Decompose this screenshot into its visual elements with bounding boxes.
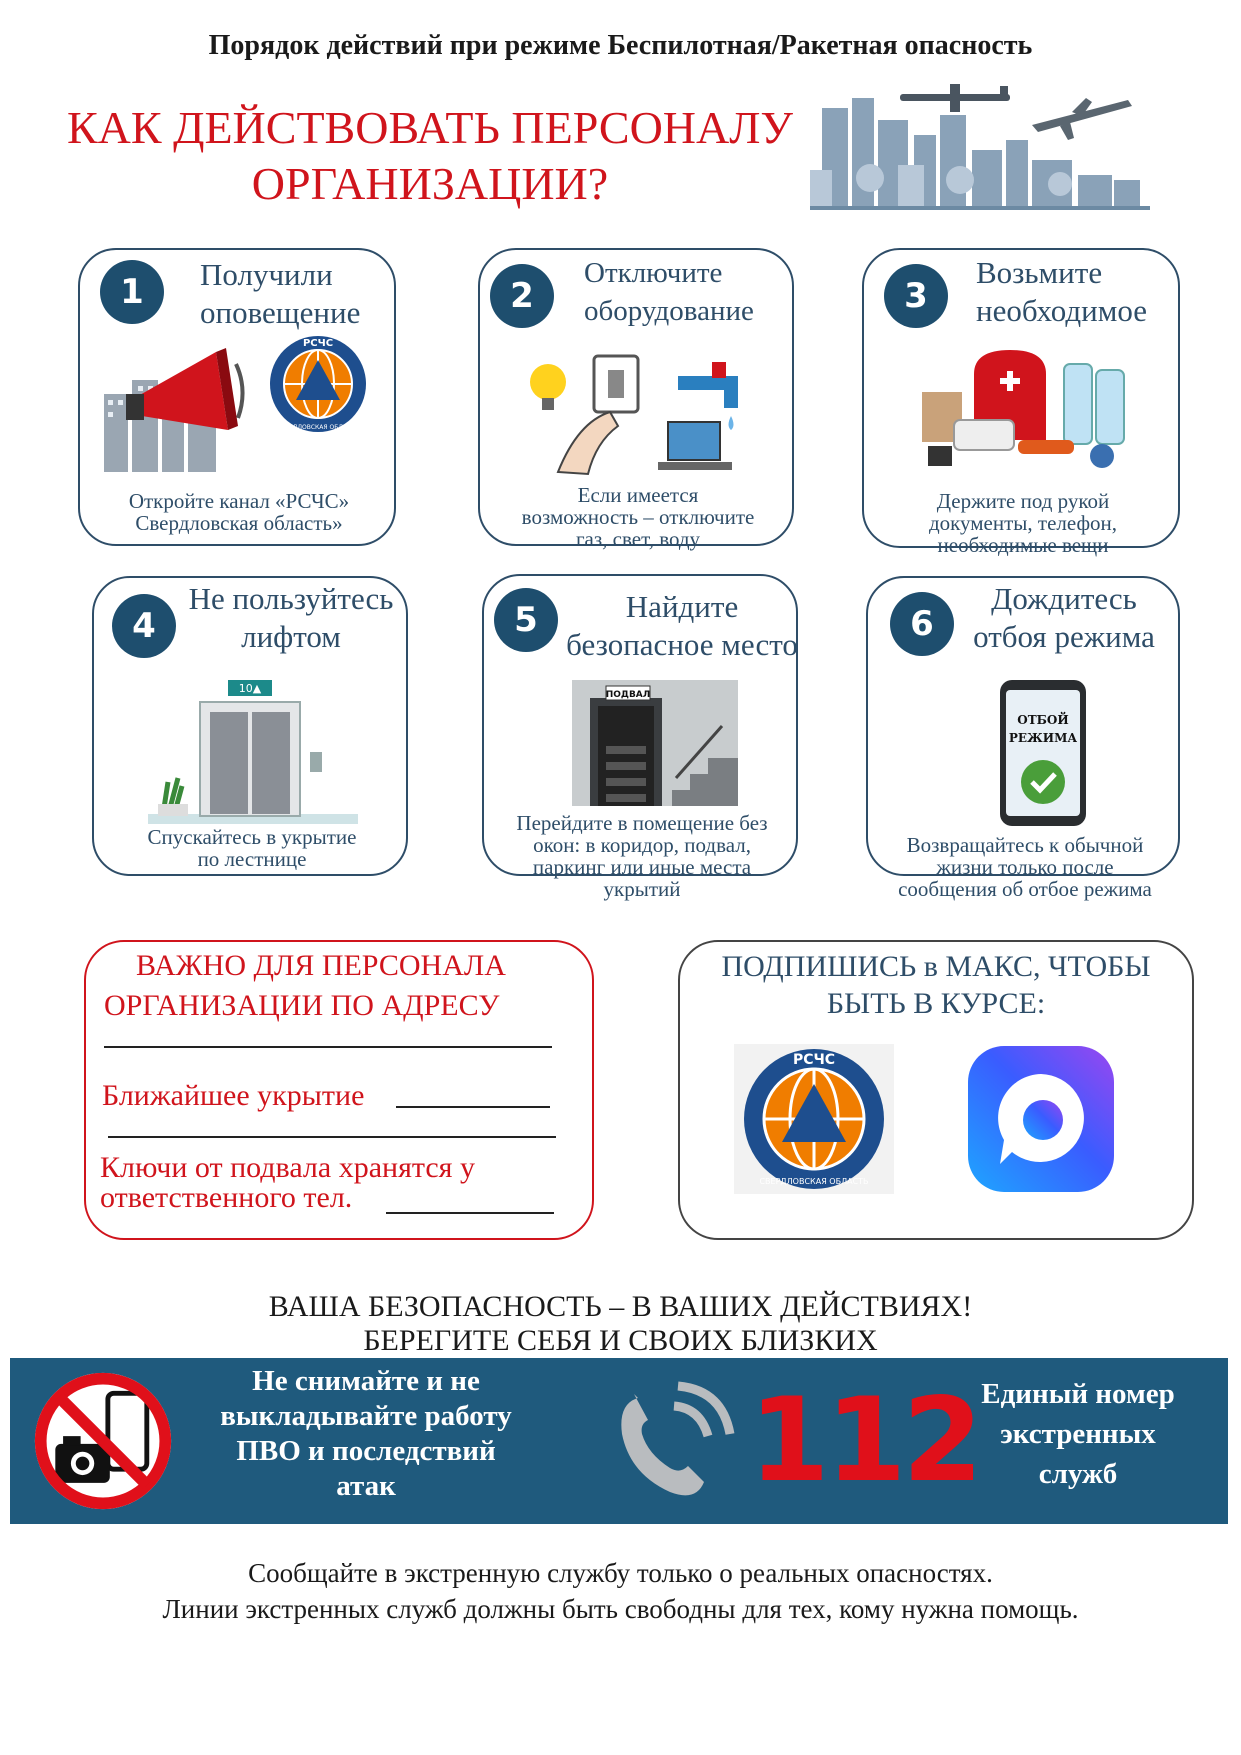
- emergency-number-label: Единый номер экстренных служб: [981, 1378, 1175, 1490]
- footer-note: Сообщайте в экстренную службу только о реальных опасностях. Линии экстренных служб должны быть свободны для тех, кому нужна помощь.: [162, 1558, 1079, 1624]
- emergency-kit-icon: [914, 344, 1144, 474]
- emergency-number-112[interactable]: 112: [748, 1373, 980, 1508]
- step-number-badge: 1: [100, 260, 164, 324]
- emblem-abbr-text: РСЧС: [302, 338, 334, 349]
- basement-shelter-icon: [572, 680, 738, 806]
- step-number-badge: 4: [112, 594, 176, 658]
- step-title: Получили оповещение: [200, 257, 361, 330]
- step-description: Если имеется возможность – отключите газ, свет, воду: [521, 483, 755, 551]
- loudspeaker-icon: [98, 334, 248, 474]
- step-card-1: [78, 248, 396, 546]
- document-top-title: Порядок действий при режиме Беспилотная/Ракетная опасность: [208, 30, 1033, 61]
- phone-text-line1: ОТБОЙ: [1017, 713, 1069, 727]
- step-title: Возьмите необходимое: [976, 255, 1147, 328]
- emblem-ring-text: СВЕРДЛОВСКАЯ ОБЛАСТЬ: [759, 1177, 869, 1186]
- subscribe-heading: ПОДПИШИСЬ в МАКС, ЧТОБЫ БЫТЬ В КУРСЕ:: [721, 950, 1151, 1020]
- step-description: Держите под рукой документы, телефон, необходимые вещи: [928, 489, 1118, 557]
- step-number-badge: 5: [494, 588, 558, 652]
- subscribe-box: [678, 940, 1194, 1240]
- no-filming-warning: Не снимайте и не выкладывайте работу ПВО и последствий атак: [220, 1365, 512, 1502]
- emergency-banner: [10, 1358, 1228, 1524]
- elevator-floor-display: 10▲: [238, 682, 262, 695]
- step-title: Отключите оборудование: [584, 257, 754, 327]
- step-card-4: [92, 576, 408, 876]
- important-heading-line1: ВАЖНО ДЛЯ ПЕРСОНАЛА: [136, 949, 506, 982]
- step-card-2: [478, 248, 794, 551]
- step-description: Перейдите в помещение без окон: в коридор, подвал, паркинг или иные места укрытий: [516, 811, 768, 901]
- address-fill-line[interactable]: [104, 1046, 552, 1048]
- emblem-abbr-text: РСЧС: [792, 1052, 836, 1068]
- city-drones-illustration: [810, 80, 1150, 220]
- emblem-ring-text: СВЕРДЛОВСКАЯ ОБЛАСТЬ: [277, 424, 359, 431]
- step-description: Возвращайтесь к обычной жизни только после сообщения об отбое режима: [898, 833, 1152, 901]
- step-number-badge: 6: [890, 592, 954, 656]
- step-title: Не пользуйтесь лифтом: [188, 581, 394, 654]
- main-title-line1: КАК ДЕЙСТВОВАТЬ ПЕРСОНАЛУ: [66, 102, 793, 153]
- step-number-badge: 2: [490, 264, 554, 328]
- step-title: Дождитесь отбоя режима: [973, 581, 1155, 654]
- important-info-box: [84, 940, 594, 1240]
- max-messenger-icon[interactable]: [966, 1044, 1116, 1194]
- step-description: Спускайтесь в укрытие по лестнице: [147, 825, 357, 871]
- safety-slogan: ВАША БЕЗОПАСНОСТЬ – В ВАШИХ ДЕЙСТВИЯХ! БЕРЕГИТЕ СЕБЯ И СВОИХ БЛИЗКИХ: [268, 1290, 973, 1357]
- step-title: Найдите безопасное место: [566, 589, 798, 662]
- shelter-fill-line[interactable]: [396, 1106, 550, 1108]
- basement-sign-text: ПОДВАЛ: [605, 690, 651, 700]
- keys-phone-fill-line[interactable]: [386, 1212, 554, 1214]
- rschs-emblem: [268, 334, 368, 434]
- elevator-icon: [148, 678, 358, 828]
- step-card-5: [482, 574, 798, 901]
- important-heading-line2: ОРГАНИЗАЦИИ ПО АДРЕСУ: [104, 989, 500, 1022]
- no-filming-icon: [30, 1368, 176, 1514]
- main-title: [60, 100, 800, 212]
- basement-keys-line1: Ключи от подвала хранятся у: [100, 1151, 475, 1184]
- step-description: Откройте канал «РСЧС» Свердловская область»: [128, 489, 350, 535]
- smartphone-all-clear-icon: [998, 678, 1088, 828]
- nearest-shelter-label: Ближайшее укрытие: [102, 1079, 365, 1112]
- phone-text-line2: РЕЖИМА: [1008, 731, 1078, 745]
- switch-off-utilities-icon: [518, 352, 758, 482]
- step-card-6: [866, 576, 1180, 901]
- shelter-fill-line-2[interactable]: [108, 1136, 556, 1138]
- rschs-channel-logo[interactable]: [734, 1044, 894, 1194]
- phone-call-icon: [608, 1378, 738, 1508]
- basement-keys-line2: ответственного тел.: [100, 1181, 353, 1214]
- step-number-badge: 3: [884, 264, 948, 328]
- step-card-3: [862, 248, 1180, 557]
- main-title-line2: ОРГАНИЗАЦИИ?: [251, 158, 609, 209]
